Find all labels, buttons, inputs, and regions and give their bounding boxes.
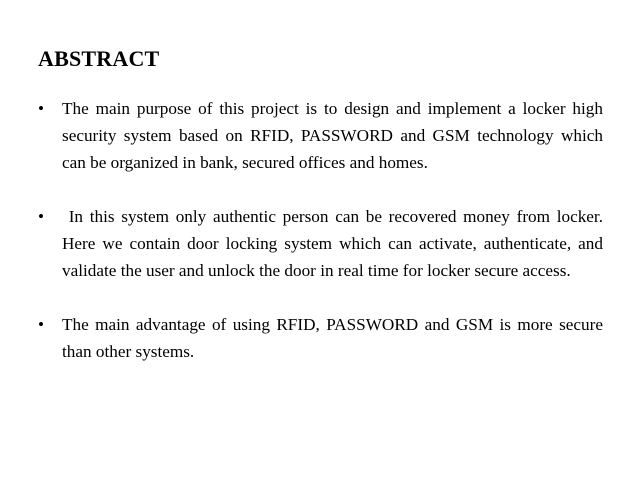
bullet-marker: •	[38, 207, 45, 226]
slide-title: ABSTRACT	[38, 46, 160, 71]
bullet-marker: •	[38, 99, 45, 118]
bullet-item-system	[38, 203, 608, 284]
bullet-list	[38, 95, 608, 365]
bullet-text: The main purpose of this project is to design and implement a locker high security system based on RFID, PASSWORD and GSM technology which can be organized in bank, secured offices and homes.	[62, 99, 603, 172]
bullet-item-advantage	[38, 311, 603, 365]
bullet-item-purpose	[38, 95, 603, 176]
bullet-text: In this system only authentic person can be recovered money from locker. Here we contain door locking system which can activate, authenticate, and validate the user and unlock the door in real time for locker secure access.	[62, 207, 608, 280]
bullet-text: The main advantage of using RFID, PASSWORD and GSM is more secure than other systems.	[62, 315, 603, 361]
bullet-marker: •	[38, 315, 45, 334]
